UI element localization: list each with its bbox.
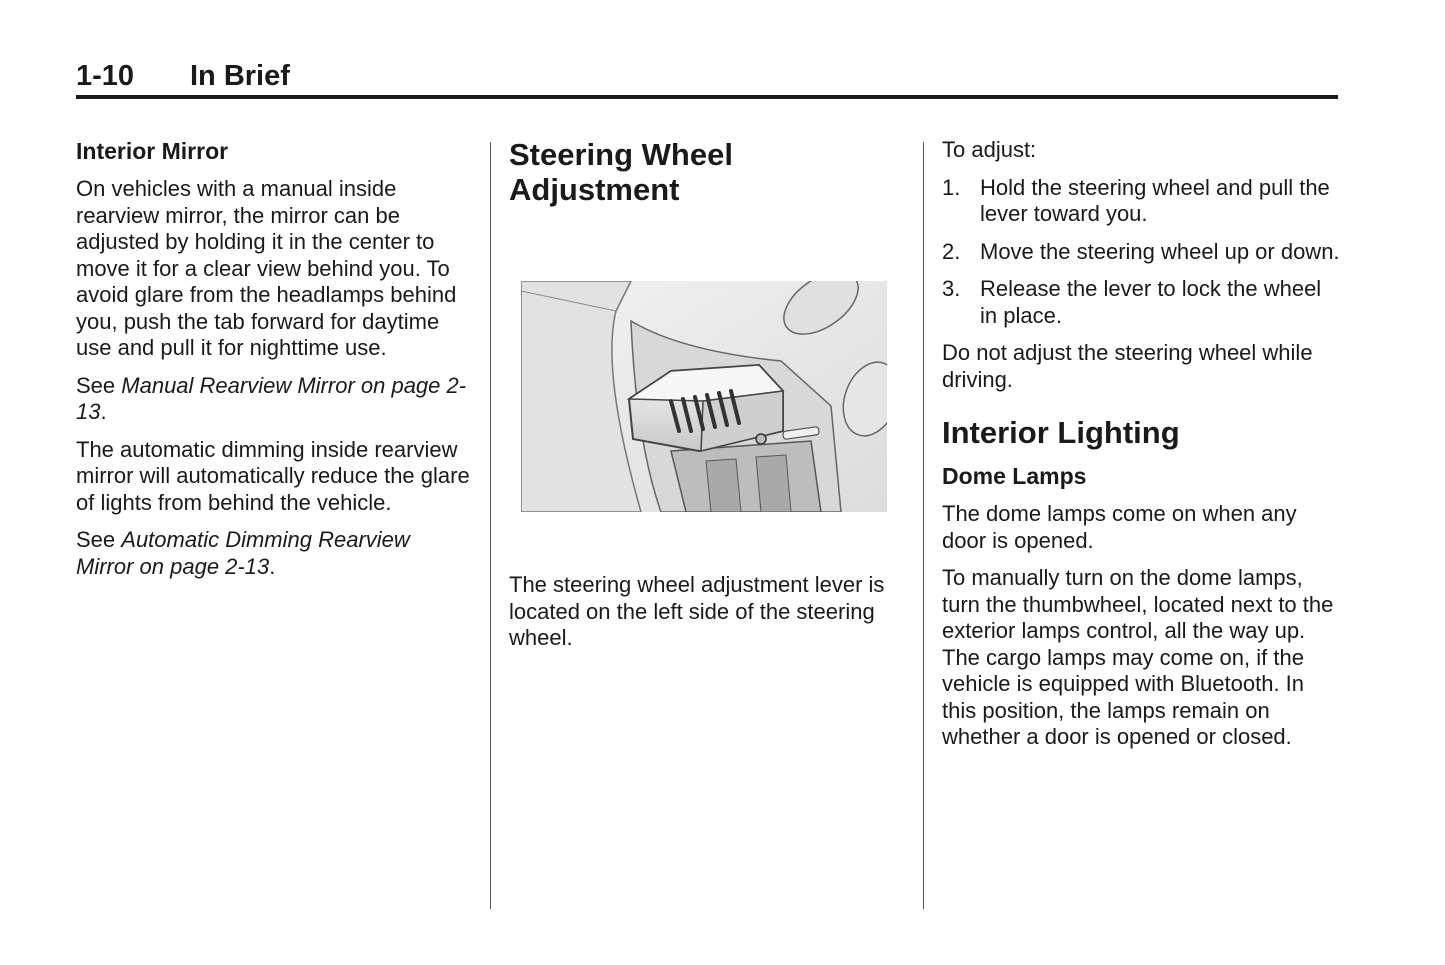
adjust-steps-list: [942, 175, 1342, 330]
step-number: 1.: [942, 174, 961, 200]
step-text: Release the lever to lock the wheel in place.: [980, 276, 1322, 328]
step-text: Move the steering wheel up or down.: [980, 238, 1340, 264]
dome-lamps-heading: Dome Lamps: [942, 463, 1087, 489]
list-item: [942, 276, 1342, 329]
heading-line: Steering Wheel: [509, 137, 733, 172]
see-suffix: .: [100, 399, 107, 424]
step-text: Hold the steering wheel and pull the lever toward you.: [980, 174, 1330, 226]
dome-lamps-paragraph-1: The dome lamps come on when any door is opened.: [942, 501, 1297, 553]
column-divider-2: [923, 142, 924, 909]
list-item: [942, 175, 1342, 228]
figure-caption: [509, 572, 909, 663]
driving-warning: Do not adjust the steering wheel while driving.: [942, 340, 1313, 392]
page-number: 1-10: [76, 60, 135, 92]
step-number: 2.: [942, 238, 961, 264]
manual-mirror-paragraph: On vehicles with a manual inside rearview mirror, the mirror can be adjusted by holding it in the center to move it for a clear view behind you. To avoid glare from the headlamps behind you, push the tab forward for daytime use and pull it for nighttime use.: [76, 176, 457, 360]
column-interior-mirror: [76, 137, 471, 591]
see-auto-dimming-ref: [76, 527, 471, 580]
list-item: [942, 239, 1342, 266]
step-number: 3.: [942, 276, 961, 301]
heading-line: Adjustment: [509, 172, 680, 207]
column-divider-1: [490, 142, 491, 909]
interior-lighting-heading: Interior Lighting: [942, 415, 1180, 450]
page-header: [76, 58, 1338, 98]
see-prefix: See: [76, 527, 122, 552]
steering-lever-figure: [521, 281, 887, 512]
steering-wheel-adjustment-lever-icon: [521, 281, 887, 512]
dome-lamps-paragraph-2: To manually turn on the dome lamps, turn the thumbwheel, located next to the exterior lamps control, all the way up. The cargo lamps may come on, if the vehicle is equipped with Bluetooth. In this position, the lamps remain on whether a door is opened or closed.: [942, 565, 1334, 749]
see-prefix: See: [76, 372, 122, 398]
adjust-intro: To adjust:: [942, 137, 1037, 162]
header-rule: [76, 95, 1338, 99]
see-manual-mirror-ref: [76, 373, 471, 426]
interior-mirror-heading: Interior Mirror: [76, 138, 229, 164]
column-adjust-and-lighting: [942, 137, 1342, 762]
auto-dimming-page-ref[interactable]: Automatic Dimming Rearview Mirror on page 2-13: [76, 527, 410, 579]
see-suffix: .: [269, 553, 276, 579]
auto-dimming-paragraph: The automatic dimming inside rearview mirror will automatically reduce the glare of lights from behind the vehicle.: [76, 436, 470, 515]
manual-mirror-page-ref[interactable]: Manual Rearview Mirror on page 2-13: [76, 372, 467, 424]
section-title: In Brief: [190, 60, 290, 92]
steering-wheel-heading: [509, 137, 909, 207]
lever-location-text: The steering wheel adjustment lever is located on the left side of the steering wheel.: [509, 572, 885, 650]
column-steering-wheel: [509, 137, 909, 207]
